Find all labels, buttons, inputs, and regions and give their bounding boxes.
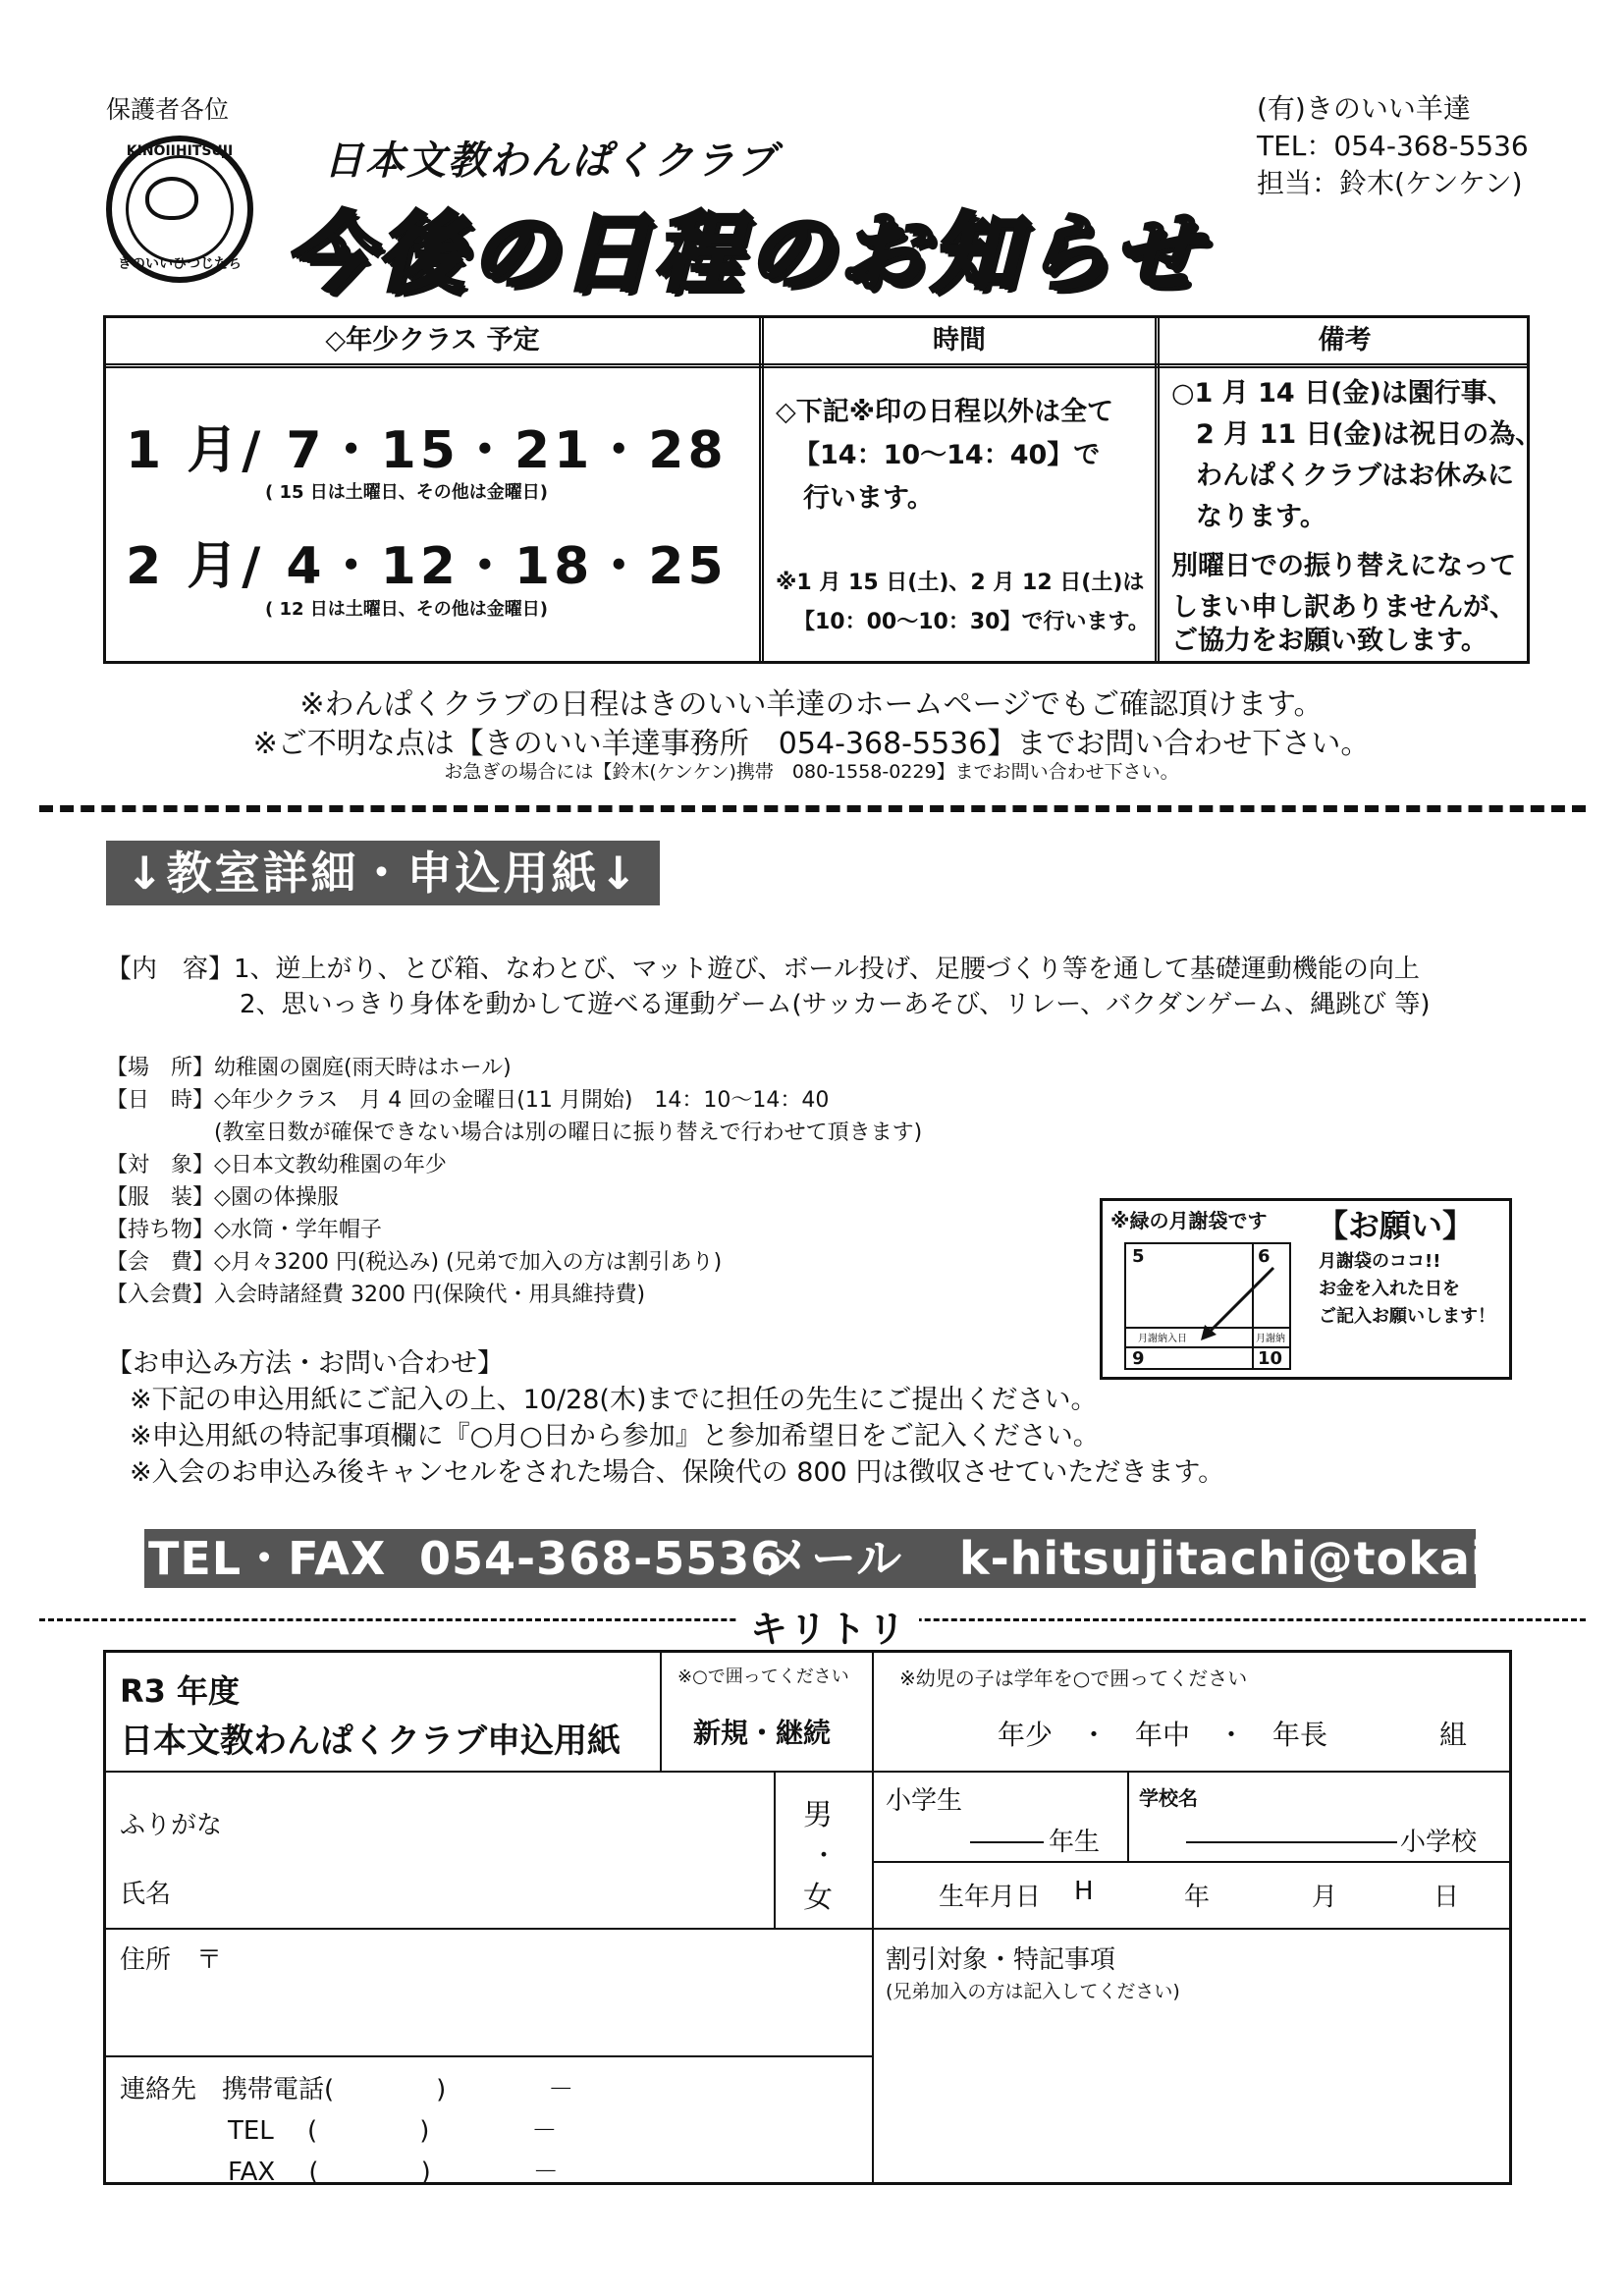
- birth-day-label: 日: [1434, 1883, 1460, 1912]
- february-note: ( 12 日は土曜日、その他は金曜日): [265, 599, 549, 620]
- detail-clothing: 【服 装】◇園の体操服: [106, 1185, 339, 1210]
- envelope-grid: [1124, 1242, 1291, 1370]
- logo-text-top: KINOIIHITSUJI: [126, 143, 234, 159]
- birth-month-label: 月: [1312, 1883, 1338, 1912]
- form-title: 日本文教わんぱくクラブ申込用紙: [120, 1722, 621, 1761]
- club-name: 日本文教わんぱくクラブ: [324, 138, 778, 184]
- furigana-label: ふりがな: [120, 1811, 223, 1840]
- note-line-7: ご協力をお願い致します。: [1171, 626, 1488, 656]
- company-tel: TEL：054-368-5536: [1257, 130, 1529, 162]
- february-dates: 2 月/ 4・12・18・25: [126, 537, 728, 596]
- grade-suffix: 年生: [1049, 1828, 1101, 1857]
- detail-belongings: 【持ち物】◇水筒・学年帽子: [106, 1218, 382, 1242]
- content-line-1: 【内 容】1、逆上がり、とび箱、なわとび、マット遊び、ボール投げ、足腰づくり等を通して基礎運動機能の向上: [106, 955, 1420, 984]
- note-line-1: ○1 月 14 日(金)は園行事、: [1171, 378, 1514, 409]
- gender-separator: ・: [811, 1841, 838, 1871]
- table-col-divider-2: [1155, 318, 1160, 661]
- gender-female[interactable]: 女: [803, 1881, 833, 1915]
- header-notes: 備考: [1318, 325, 1372, 355]
- arrow-icon: [1195, 1264, 1283, 1342]
- envelope-num-5: 5: [1132, 1246, 1145, 1267]
- birthdate-label: 生年月日: [939, 1883, 1042, 1912]
- envelope-title: ※緑の月謝袋です: [1110, 1209, 1268, 1232]
- note-line-5: 別曜日での振り替えになって: [1171, 551, 1516, 581]
- contact-label: 連絡先: [120, 2075, 197, 2105]
- urgent-contact-info: お急ぎの場合には【鈴木(ケンケン)携帯 080-1558-0229】までお問い合わせ下さい。: [444, 761, 1179, 783]
- contact-bar: [144, 1529, 1623, 1588]
- section-divider: [39, 805, 1586, 812]
- note-line-3: わんぱくクラブはお休みに: [1196, 461, 1514, 491]
- time-line-1: ◇下記※印の日程以外は全て: [776, 397, 1114, 427]
- fax-field[interactable]: FAX ( ) －: [228, 2158, 559, 2187]
- schedule-table: [103, 315, 1542, 664]
- envelope-num-6: 6: [1258, 1246, 1271, 1267]
- envelope-num-10: 10: [1258, 1348, 1283, 1369]
- grade-options[interactable]: 年少 ・ 年中 ・ 年長: [998, 1719, 1328, 1751]
- time-small-1: ※1 月 15 日(土)、2 月 12 日(土)は: [776, 571, 1145, 595]
- envelope-num-9: 9: [1132, 1348, 1145, 1369]
- note-line-4: なります。: [1196, 502, 1326, 532]
- tel-fax-label: TEL・FAX: [148, 1532, 387, 1585]
- envelope-request: 【お願い】: [1317, 1207, 1475, 1244]
- note-line-6: しまい申し訳ありませんが、: [1171, 592, 1516, 623]
- elementary-label: 小学生: [886, 1786, 963, 1816]
- time-line-3: 行います。: [803, 483, 934, 514]
- envelope-desc-1: 月謝袋のココ!!: [1319, 1251, 1441, 1272]
- company-name: (有)きのいい羊達: [1257, 92, 1471, 125]
- tel-field[interactable]: TEL ( ) －: [228, 2116, 558, 2146]
- page-title: 今後の日程のお知らせ: [285, 202, 1206, 303]
- detail-datetime: 【日 時】◇年少クラス 月 4 回の金曜日(11 月開始) 14：10～14：40: [106, 1088, 830, 1113]
- mail-label: メール: [765, 1532, 903, 1585]
- address-label: 住所 〒: [120, 1945, 223, 1975]
- envelope-label-1: 月謝納入日: [1138, 1334, 1187, 1344]
- homepage-info: ※わんぱくクラブの日程はきのいい羊達のホームページでもご確認頂けます。: [299, 687, 1324, 722]
- table-header-divider: [106, 363, 1527, 368]
- detail-target: 【対 象】◇日本文教幼稚園の年少: [106, 1153, 447, 1177]
- mobile-field[interactable]: 携帯電話( ) －: [222, 2075, 574, 2105]
- new-continue-option[interactable]: 新規・継続: [693, 1717, 832, 1749]
- sheep-face-icon: [145, 177, 198, 220]
- envelope-desc-3: ご記入お願いします！: [1319, 1306, 1495, 1327]
- name-label: 氏名: [120, 1880, 172, 1909]
- envelope-description: [1319, 1248, 1495, 1331]
- apply-heading: 【お申込み方法・お問い合わせ】: [106, 1348, 504, 1379]
- apply-line-2: ※申込用紙の特記事項欄に『○月○日から参加』と参加希望日をご記入ください。: [130, 1421, 1100, 1451]
- form-year: R3 年度: [120, 1672, 241, 1710]
- apply-line-1: ※下記の申込用紙にご記入の上、10/28(木)までに担任の先生にご提出ください。: [130, 1385, 1098, 1415]
- cut-label: キリトリ: [738, 1599, 919, 1653]
- circle-note-2: ※幼児の子は学年を○で囲ってください: [899, 1667, 1248, 1690]
- envelope-label-2: 月謝納: [1256, 1334, 1285, 1344]
- envelope-illustration: [1100, 1198, 1512, 1380]
- school-suffix: 小学校: [1400, 1828, 1478, 1857]
- january-note: ( 15 日は土曜日、その他は金曜日): [265, 482, 549, 503]
- logo-text-bottom: きのいいひつじたち: [118, 256, 242, 272]
- school-label: 学校名: [1139, 1786, 1198, 1810]
- grade-blank[interactable]: [970, 1841, 1044, 1843]
- addressee: 保護者各位: [106, 95, 230, 124]
- detail-entry-fee: 【入会費】入会時諸経費 3200 円(保険代・用具維持費): [106, 1283, 646, 1307]
- time-small-2: 【10：00～10：30】で行います。: [793, 610, 1150, 634]
- contact-person: 担当：鈴木(ケンケン): [1257, 167, 1523, 199]
- table-col-divider-1: [759, 318, 764, 661]
- envelope-desc-2: お金を入れた日を: [1319, 1279, 1460, 1299]
- mail-address[interactable]: k-hitsujitachi@tokai.or.jp: [959, 1532, 1623, 1585]
- detail-datetime-note: (教室日数が確保できない場合は別の曜日に振り替えで行わせて頂きます): [106, 1121, 923, 1145]
- discount-label: 割引対象・特記事項: [886, 1945, 1116, 1975]
- application-form: [103, 1650, 1512, 2185]
- discount-note: (兄弟加入の方は記入してください): [886, 1981, 1180, 2002]
- detail-fee: 【会 費】◇月々3200 円(税込み) (兄弟で加入の方は割引あり): [106, 1250, 723, 1275]
- class-label: 組: [1439, 1719, 1468, 1751]
- note-line-2: 2 月 11 日(金)は祝日の為、: [1196, 419, 1542, 450]
- time-line-2: 【14：10～14：40】で: [793, 440, 1101, 470]
- circle-note-1: ※○で囲ってください: [677, 1667, 849, 1687]
- section-title: ↓教室詳細・申込用紙↓: [106, 841, 660, 905]
- header-class: ◇年少クラス 予定: [325, 325, 540, 355]
- company-info: [1257, 90, 1529, 202]
- tel-fax-number[interactable]: 054-368-5536: [419, 1532, 784, 1585]
- content-line-2: 2、思いっきり身体を動かして遊べる運動ゲーム(サッカーあそび、リレー、バクダンゲーム、縄跳び 等): [240, 990, 1431, 1019]
- gender-male[interactable]: 男: [803, 1798, 833, 1832]
- detail-place: 【場 所】幼稚園の園庭(雨天時はホール): [106, 1056, 512, 1080]
- school-blank[interactable]: [1186, 1841, 1397, 1843]
- birth-year-label: 年: [1184, 1883, 1211, 1912]
- apply-line-3: ※入会のお申込み後キャンセルをされた場合、保険代の 800 円は徴収させていただきます。: [130, 1457, 1225, 1488]
- january-dates: 1 月/ 7・15・21・28: [126, 421, 728, 480]
- header-time: 時間: [933, 325, 986, 355]
- birthdate-era: H: [1074, 1877, 1094, 1906]
- company-logo: [106, 136, 253, 283]
- office-contact-info: ※ご不明な点は【きのいい羊達事務所 054-368-5536】までお問い合わせ下さい。: [252, 727, 1371, 761]
